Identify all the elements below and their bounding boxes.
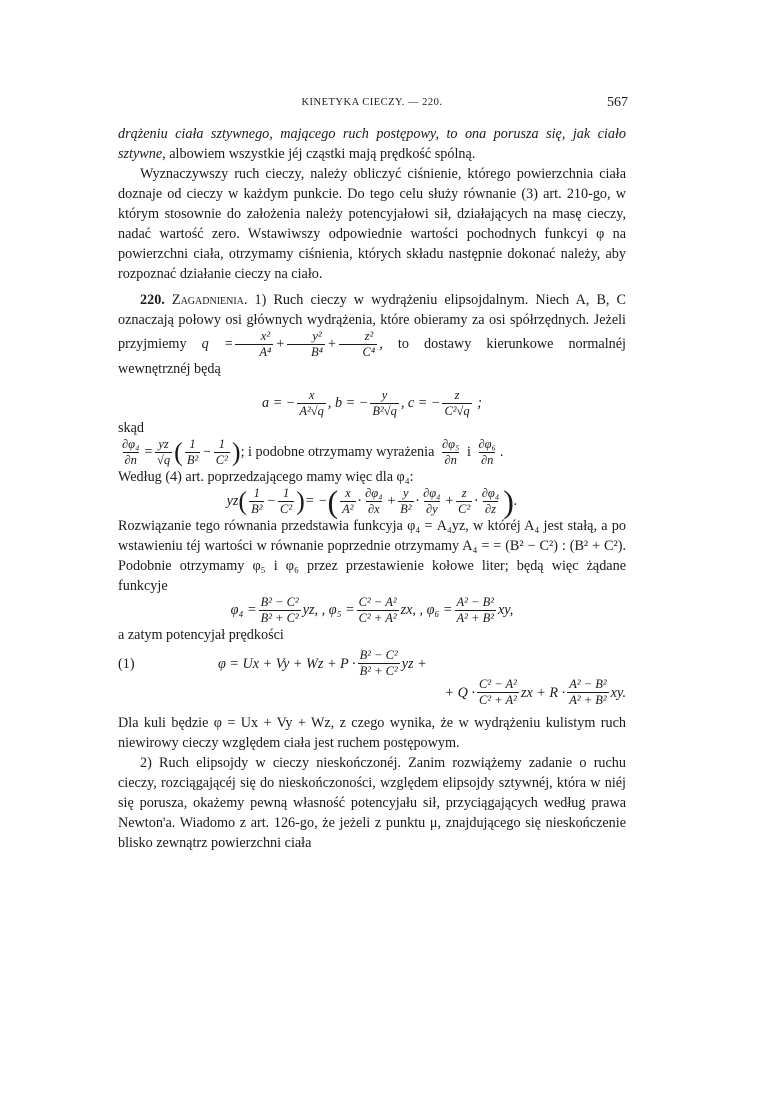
page-number: 567: [607, 95, 628, 110]
equation-phis: φ₄ = $\frac{\text{B² − C²}}{\text{B² + C²}}$ yz, , φ₅ = $\frac{\text{C² − A²}}{\text{C² + A²}}$ zx, , φ₆ = $\frac{\text{A² − B²}}{\text{A² + B²}}$ xy,: [230, 595, 514, 625]
section-title: Zagadnienia.: [171, 292, 248, 308]
section-number: 220.: [140, 292, 165, 308]
paragraph-pressure: Wyznaczywszy ruch cieczy, należy obliczyć ciśnienie, którego powierzchnia ciała doznaje od cieczy w każdym punkcie. Do tego celu służy równanie (3) art. 210-go, w którym stosownie do założenia należy potencyjałowi sił, działających na masę cieczy, nadać wartość zero. Wstawiwszy odpowiednie wartości pochodnych funkcyi φ na powierzchni ciała, otrzymamy ciśnienia, których składu następnie dokonać należy, aby rozpoznać działanie cieczy na ciało.: [118, 166, 626, 282]
equation-abc: a = − $\frac{x}{\text{A²√q}}$ , b = − $\frac{y}{\text{B²√q}}$ , c = − $\frac{z}{\text{C²√q}}$ ;: [262, 388, 482, 418]
label-wedlug: Według (4) art. poprzedzającego mamy więc dla φ₄:: [118, 469, 414, 485]
equation-pde: yz( $\frac{1}{\text{B²}}$ − $\frac{1}{\text{C²}}$ )= −( $\frac{x}{\text{A²}}$ · $\frac{\text{∂φ₄}}{\partial x}$ + $\frac{y}{\text{B²}}$ · $\frac{\text{∂φ₄}}{\partial y}$ + $\frac{z}{\text{C²}}$ · $\frac{\text{∂φ₄}}{\partial z}$ ).: [226, 483, 518, 520]
paragraph-elipsojda: 2) Ruch elipsojdy w cieczy nieskończonéj. Zanim rozwiążemy zadanie o ruchu cieczy, rozciągającéj się do nieskończoności, względem elipsojdy sztywnéj, która w niéj się porusza, okażemy pewną własność potencyjału sił, przyciągających według prawa Newton'a. Wiadomo z art. 126-go, że jeżeli z punktu μ, znajdującego się nieskończenie blisko zewnątrz powierzchni ciała: [118, 755, 626, 851]
q-def: q = $\frac{\text{x²}}{\text{A⁴}}$ + $\frac{\text{y²}}{\text{B⁴}}$ + $\frac{\text{z²}}{\text{C⁴}}$: [201, 329, 376, 359]
running-header: [118, 97, 626, 115]
section-text-2: , to dostawy kierunkowe normalnéj wewnętrznéj będą: [118, 335, 626, 377]
equation-number: (1): [118, 655, 135, 672]
paragraph-kula: Dla kuli będzie φ = Ux + Vy + Wz, z czego wynika, że w wydrążeniu kulistym ruch niewirowy cieczy względem ciała jest ruchem postępowym.: [118, 715, 626, 751]
equation-dphi4: $\frac{\text{∂φ₄}}{\partial n}$ = $\frac{yz}{√q}$ ( $\frac{1}{\text{B²}}$ − $\frac{1}{\text{C²}}$ ); i podobne otrzymamy wyrażenia $\frac{\text{∂φ₅}}{\partial n}$ i $\frac{\text{∂φ₆}}{\partial n}$ .: [122, 437, 504, 467]
equation-1-line1: (1) φ = Ux + Vy + Wz + P · $\frac{\text{B² − C²}}{\text{B² + C²}}$ yz +: [118, 648, 427, 678]
paragraph-220: [118, 290, 626, 379]
header-title: KINETYKA CIECZY. — 220.: [301, 97, 443, 108]
label-skad: skąd: [118, 420, 145, 436]
equation-1-line2: + Q · $\frac{\text{C² − A²}}{\text{C² + A²}}$ zx + R · $\frac{\text{A² − B²}}{\text{A² + B²}}$ xy.: [444, 677, 626, 707]
paragraph-intro: [118, 124, 626, 164]
intro-rest: albowiem wszystkie jéj cząstki mają prędkość spólną.: [165, 146, 476, 162]
intro-italic: drążeniu ciała sztywnego, mającego ruch postępowy, to ona porusza się, jak ciało sztywne,: [118, 126, 626, 162]
body-text: [118, 124, 626, 853]
label-a-zatym: a zatym potencyjał prędkości: [118, 627, 284, 643]
paragraph-rozwiazanie: Rozwiązanie tego równania przedstawia funkcyja φ₄ = A₄yz, w któréj A₄ jest stałą, a po wstawieniu téj wartości w równanie poprzednie otrzymamy A₄ = = (B² − C²) : (B² + C²). Podobnie otrzymamy φ₅ i φ₆ przez przestawienie kołowe liter; będą więc żądane funkcyje: [118, 518, 626, 594]
section-text-1: 1) Ruch cieczy w wydrążeniu elipsojdalnym. Niech A, B, C oznaczają połowy osi głównych wydrążenia, które obieramy za osi spółrzędnych. Jeżeli przyjmiemy: [118, 292, 626, 352]
